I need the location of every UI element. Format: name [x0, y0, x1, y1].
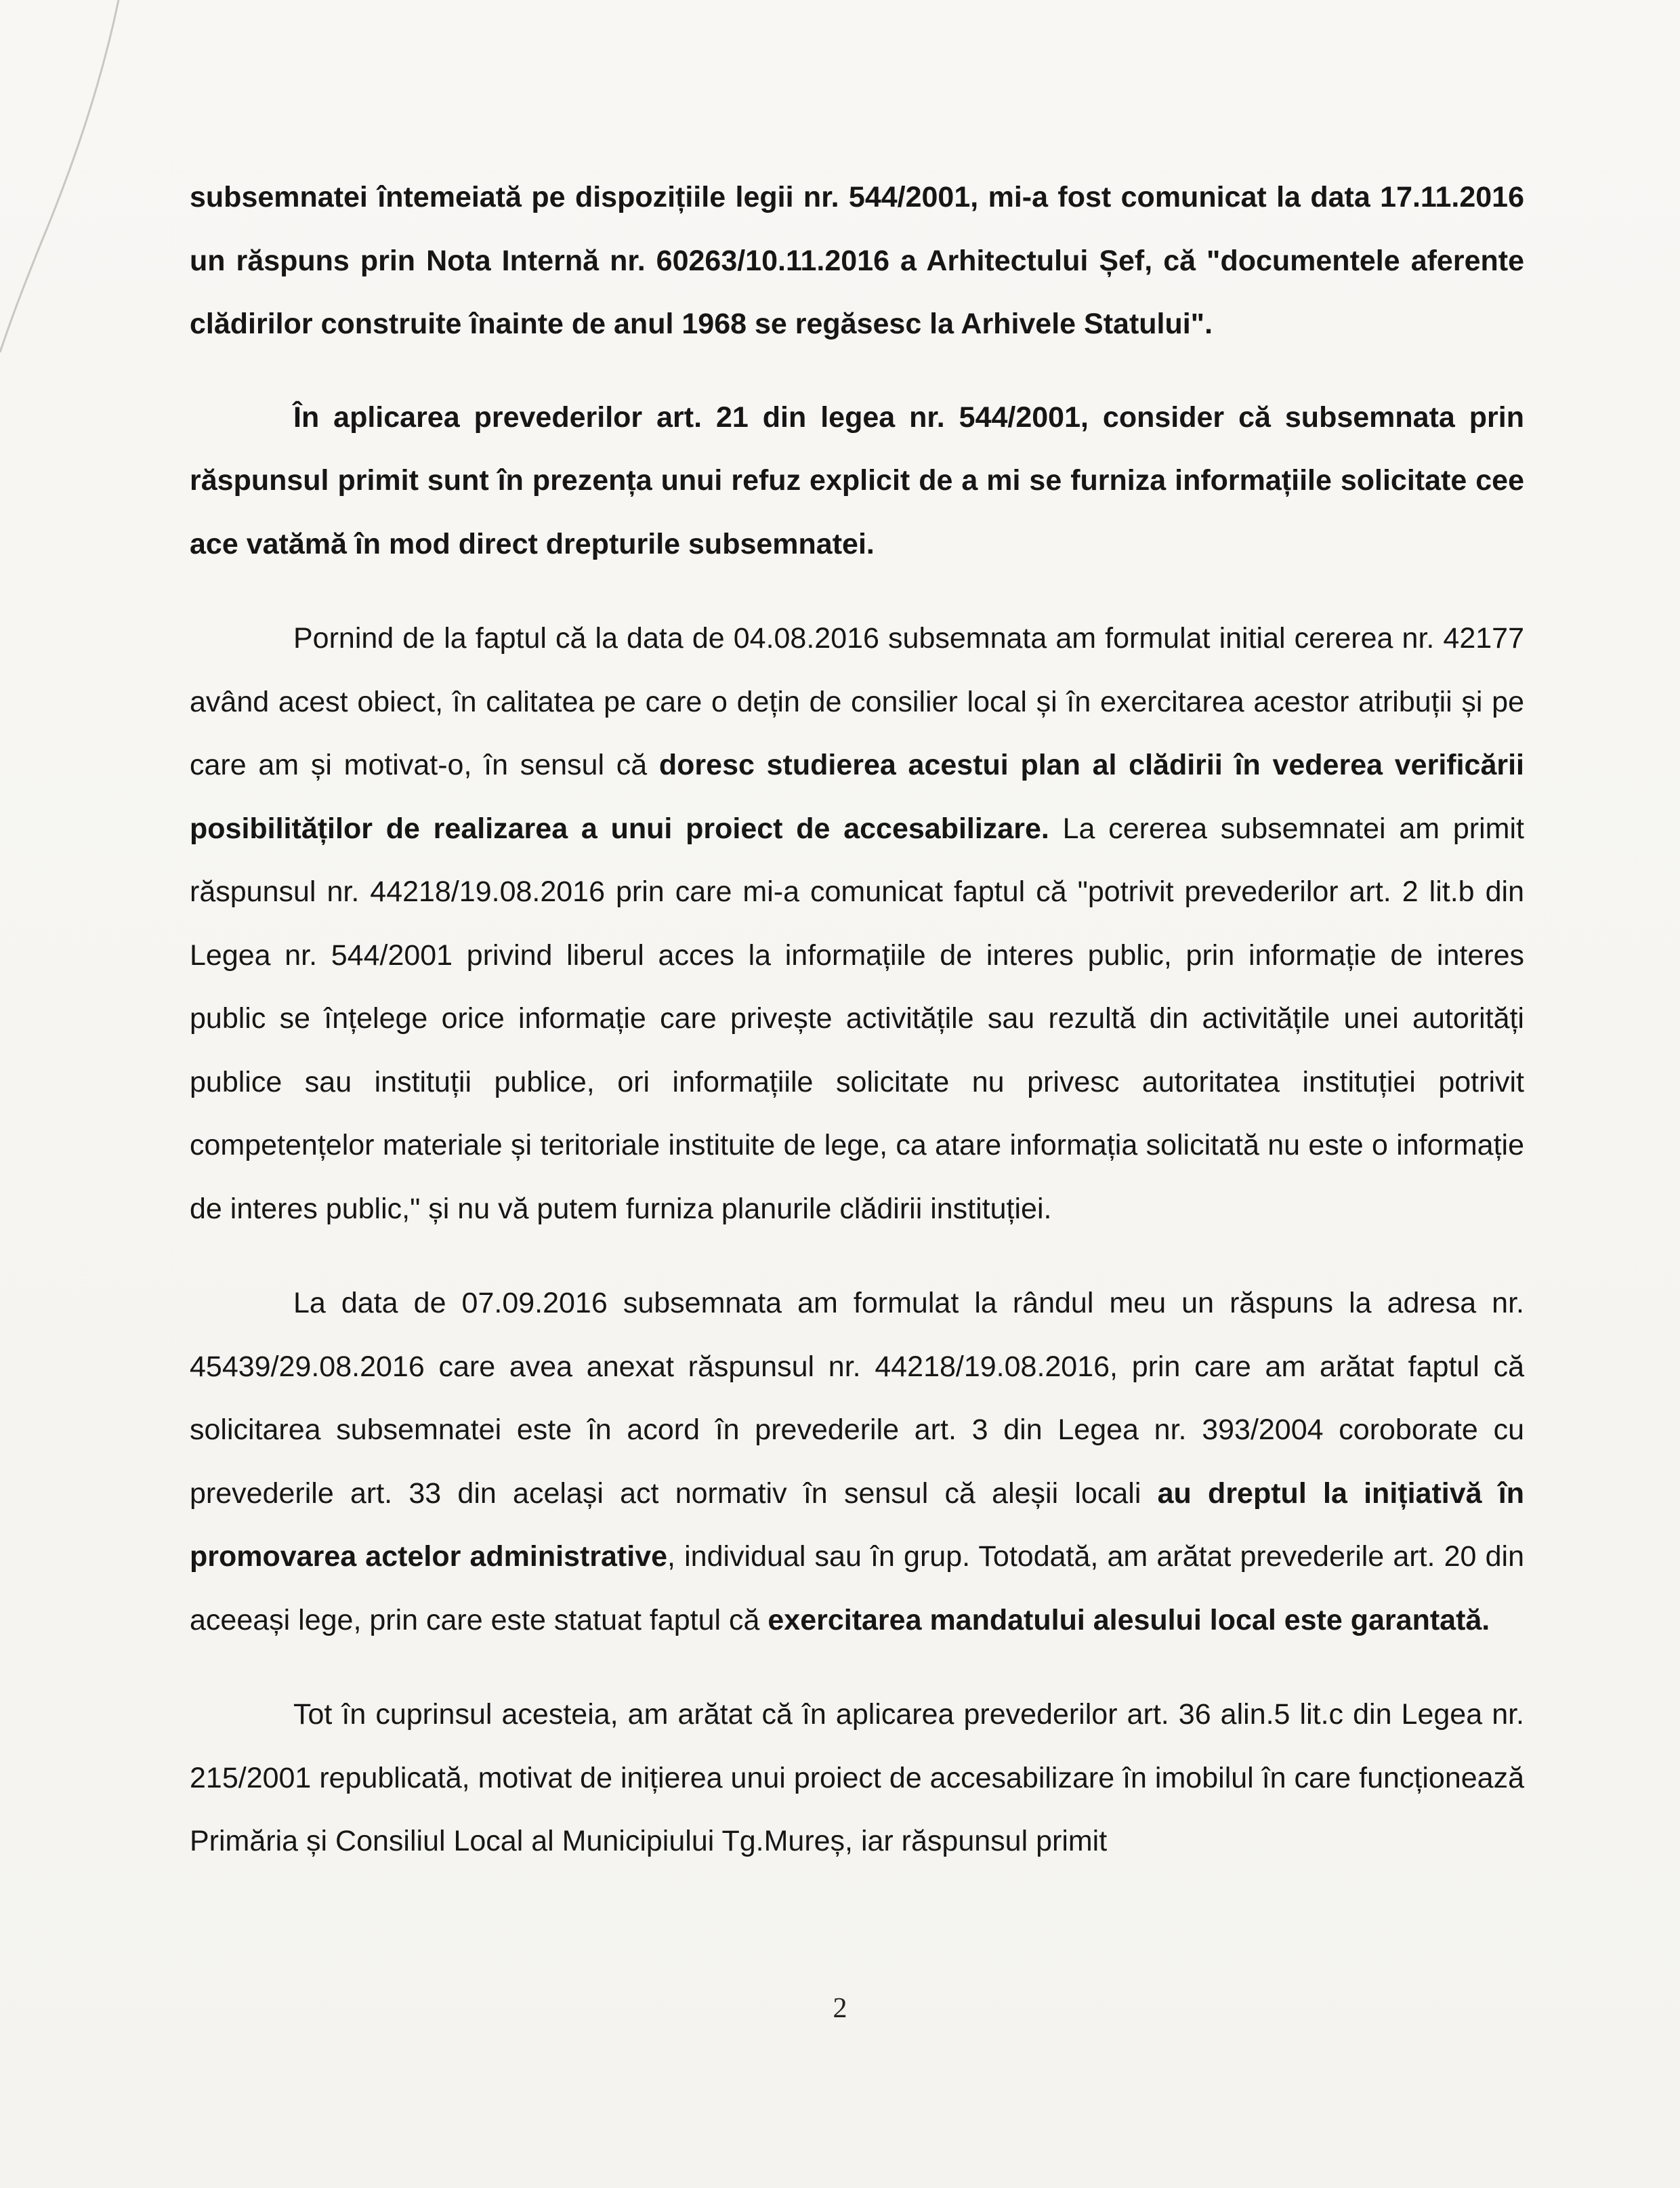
paragraph-4-text-b: , individual sau în grup. Totodată, am arătat prevederile art. 20 din aceeași lege, prin care este statuat faptul că: [190, 1540, 1524, 1636]
paragraph-5-text: Tot în cuprinsul acesteia, am arătat că în aplicarea prevederilor art. 36 alin.5 lit.c din Legea nr. 215/2001 republicată, motivat de inițierea unui proiect de accesabilizare în imobilul în care funcționează Primăria și Consiliul Local al Municipiului Tg.Mureș, iar răspunsul primit: [190, 1698, 1524, 1857]
paragraph-2-text: În aplicarea prevederilor art. 21 din legea nr. 544/2001, consider că subsemnata prin răspunsul primit sunt în prezența unui refuz explicit de a mi se furniza informațiile solicitate cee ace vatămă în mod direct drepturile subsemnatei.: [190, 400, 1524, 560]
paragraph-4: [190, 1272, 1524, 1652]
scan-edge-mark: [0, 0, 142, 352]
document-body: [190, 166, 1524, 1874]
paragraph-1: [190, 166, 1524, 356]
paragraph-3-emphasis: doresc studierea acestui plan al clădirii în vederea verificării posibilităților de realizarea a unui proiect de accesabilizare.: [190, 749, 1524, 845]
page-number: 2: [833, 1993, 847, 2024]
paragraph-5: [190, 1683, 1524, 1874]
paragraph-4-emphasis-a: au dreptul la inițiativă în promovarea actelor administrative: [190, 1477, 1524, 1573]
paragraph-3: [190, 607, 1524, 1241]
paragraph-2: [190, 386, 1524, 577]
paragraph-3-text-b: La cererea subsemnatei am primit răspunsul nr. 44218/19.08.2016 prin care mi-a comunicat faptul că "potrivit prevederilor art. 2 lit.b din Legea nr. 544/2001 privind liberul acces la informațiile de interes public, prin informație de interes public se înțelege orice informație care privește activitățile sau rezultă din activitățile unei autorități publice sau instituții publice, ori informațiile solicitate nu privesc autoritatea instituției potrivit competențelor materiale și teritoriale instituite de lege, ca atare informația solicitată nu este o informație de interes public," și nu vă putem furniza planurile clădirii instituției.: [190, 812, 1524, 1225]
paragraph-4-text-a: La data de 07.09.2016 subsemnata am formulat la rândul meu un răspuns la adresa nr. 45439/29.08.2016 care avea anexat răspunsul nr. 44218/19.08.2016, prin care am arătat faptul că solicitarea subsemnatei este în acord în prevederile art. 3 din Legea nr. 393/2004 coroborate cu prevederile art. 33 din același act normativ în sensul că aleșii locali: [190, 1287, 1524, 1510]
paragraph-4-emphasis-b: exercitarea mandatului alesului local este garantată.: [768, 1603, 1490, 1636]
paragraph-3-text-a: Pornind de la faptul că la data de 04.08.2016 subsemnata am formulat initial cererea nr. 42177 având acest obiect, în calitatea pe care o dețin de consilier local și în exercitarea acestor atribuții și pe care am și motivat-o, în sensul că: [190, 622, 1524, 781]
paragraph-1-text: subsemnatei întemeiată pe dispozițiile legii nr. 544/2001, mi-a fost comunicat la data 17.11.2016 un răspuns prin Nota Internă nr. 60263/10.11.2016 a Arhitectului Șef, că "documentele aferente clădirilor construite înainte de anul 1968 se regăsesc la Arhivele Statului".: [190, 181, 1524, 340]
